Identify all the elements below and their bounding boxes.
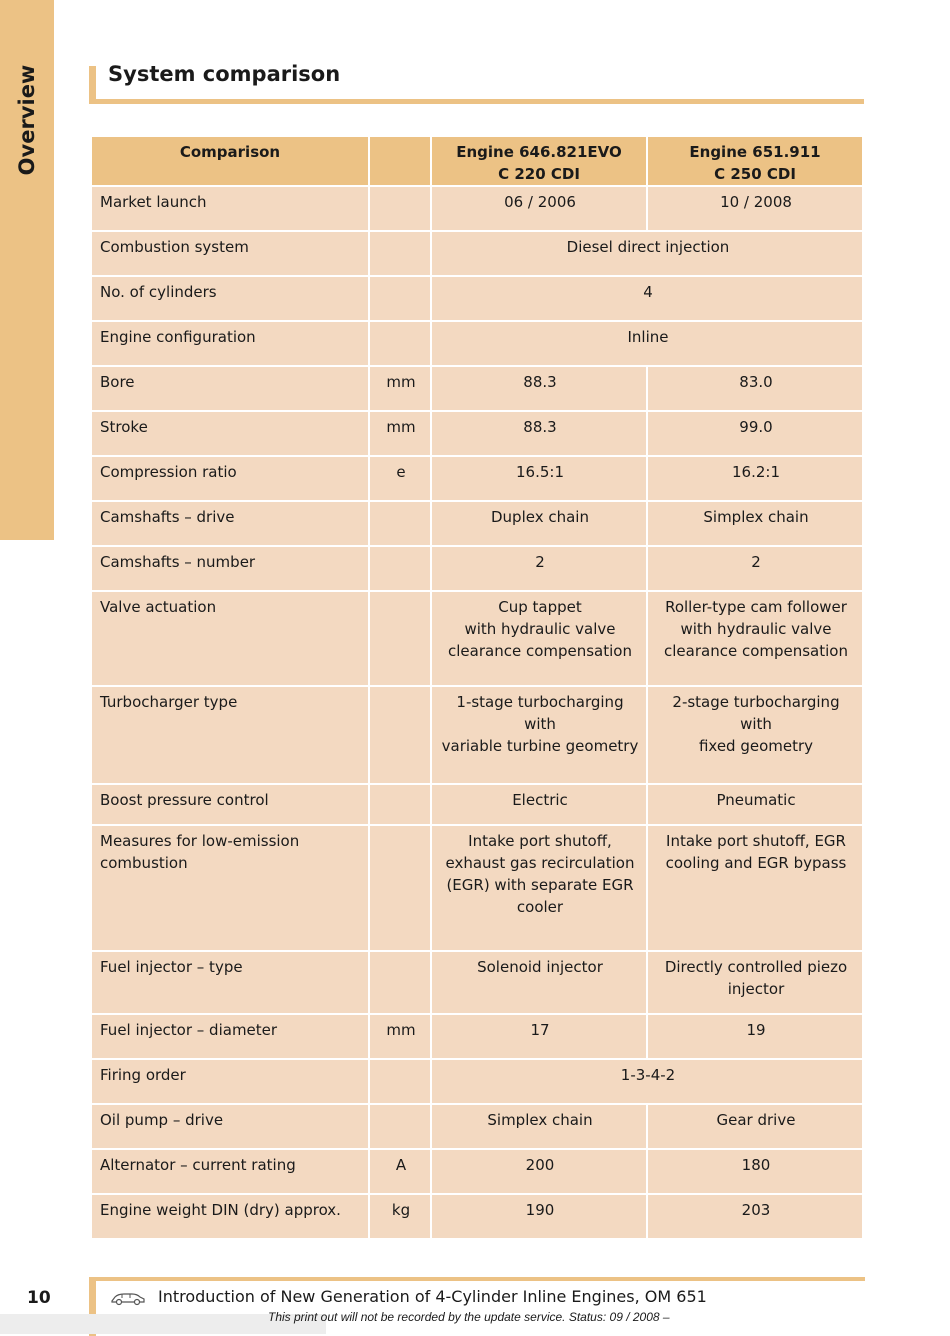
- row-value-line: 200: [525, 1156, 555, 1174]
- row-label: Compression ratio: [91, 456, 369, 501]
- row-value-engine1: [431, 411, 647, 456]
- row-value-engine2: [647, 1014, 863, 1059]
- row-value-engine1: [431, 1014, 647, 1059]
- row-value-shared: 4: [431, 276, 863, 321]
- row-value-line: 83.0: [739, 373, 773, 391]
- side-tab: [0, 0, 54, 540]
- row-value-engine1: [431, 951, 647, 1014]
- table-row: [91, 951, 863, 1014]
- row-value-line: 16.2:1: [732, 463, 780, 481]
- row-value-line: injector: [727, 980, 785, 998]
- row-unit: mm: [369, 411, 431, 456]
- row-label: Fuel injector – diameter: [91, 1014, 369, 1059]
- row-unit: [369, 231, 431, 276]
- table-row: [91, 1149, 863, 1194]
- row-label: No. of cylinders: [91, 276, 369, 321]
- table-row: [91, 1059, 863, 1104]
- row-value-engine1: [431, 825, 647, 951]
- row-unit: A: [369, 1149, 431, 1194]
- row-value-line: 99.0: [739, 418, 773, 436]
- row-value-line: exhaust gas recirculation: [445, 854, 635, 872]
- row-value-engine1: [431, 366, 647, 411]
- row-label: Combustion system: [91, 231, 369, 276]
- row-label: Market launch: [91, 186, 369, 231]
- row-value-engine2: [647, 411, 863, 456]
- row-label-line: Measures for low-emission: [100, 832, 300, 850]
- row-value-line: 2-stage turbocharging with: [672, 693, 840, 733]
- row-value-line: Pneumatic: [716, 791, 796, 809]
- row-label: Engine weight DIN (dry) approx.: [91, 1194, 369, 1239]
- row-value-line: 190: [525, 1201, 555, 1219]
- row-value-engine1: [431, 1104, 647, 1149]
- side-tab-label: Overview: [15, 64, 39, 176]
- row-value-engine2: [647, 591, 863, 686]
- header-engine1-line: Engine 646.821EVO: [456, 143, 622, 161]
- row-value-line: Simplex chain: [703, 508, 809, 526]
- row-label: [91, 825, 369, 951]
- row-unit: [369, 501, 431, 546]
- row-value-line: Gear drive: [716, 1111, 796, 1129]
- header-comparison: Comparison: [91, 136, 369, 186]
- row-value-line: 16.5:1: [516, 463, 564, 481]
- row-value-line: with hydraulic valve: [464, 620, 616, 638]
- table-header-row: [91, 136, 863, 186]
- row-value-shared: Diesel direct injection: [431, 231, 863, 276]
- row-value-engine1: [431, 186, 647, 231]
- row-value-shared: 1-3-4-2: [431, 1059, 863, 1104]
- row-unit: [369, 1059, 431, 1104]
- row-unit: [369, 321, 431, 366]
- row-value-shared: Inline: [431, 321, 863, 366]
- row-label: Valve actuation: [91, 591, 369, 686]
- row-value-line: 06 / 2006: [504, 193, 576, 211]
- row-value-line: 203: [741, 1201, 771, 1219]
- table-row: [91, 546, 863, 591]
- row-value-line: 2: [535, 553, 545, 571]
- table-row: [91, 276, 863, 321]
- table-row: [91, 366, 863, 411]
- row-unit: kg: [369, 1194, 431, 1239]
- row-value-engine2: [647, 686, 863, 784]
- row-label: Fuel injector – type: [91, 951, 369, 1014]
- row-value-line: Roller-type cam follower: [665, 598, 847, 616]
- header-unit: [369, 136, 431, 186]
- table-row: [91, 825, 863, 951]
- row-value-line: with hydraulic valve: [680, 620, 832, 638]
- row-unit: mm: [369, 1014, 431, 1059]
- header-engine2-line: C 250 CDI: [714, 165, 796, 183]
- row-value-line: 2: [751, 553, 761, 571]
- row-value-engine2: [647, 501, 863, 546]
- row-value-line: Intake port shutoff, EGR: [666, 832, 846, 850]
- row-unit: [369, 276, 431, 321]
- row-label: Alternator – current rating: [91, 1149, 369, 1194]
- row-unit: [369, 186, 431, 231]
- row-unit: e: [369, 456, 431, 501]
- row-value-engine2: [647, 186, 863, 231]
- table-row: [91, 591, 863, 686]
- table-row: [91, 501, 863, 546]
- row-value-line: variable turbine geometry: [441, 737, 639, 755]
- header-engine2: [647, 136, 863, 186]
- row-value-engine2: [647, 825, 863, 951]
- table-row: [91, 1194, 863, 1239]
- row-unit: [369, 784, 431, 825]
- footer-note: This print out will not be recorded by the update service. Status: 09 / 2008 –: [268, 1310, 670, 1324]
- table-row: [91, 1014, 863, 1059]
- row-label: Camshafts – number: [91, 546, 369, 591]
- row-value-engine2: [647, 951, 863, 1014]
- table-row: [91, 686, 863, 784]
- row-value-line: clearance compensation: [448, 642, 632, 660]
- row-value-engine2: [647, 366, 863, 411]
- table-row: [91, 1104, 863, 1149]
- row-value-engine1: [431, 686, 647, 784]
- page-number: 10: [27, 1288, 51, 1308]
- row-value-line: Simplex chain: [487, 1111, 593, 1129]
- row-label: Turbocharger type: [91, 686, 369, 784]
- row-value-line: Electric: [512, 791, 568, 809]
- row-value-engine1: [431, 456, 647, 501]
- row-label: Bore: [91, 366, 369, 411]
- row-unit: [369, 825, 431, 951]
- row-value-engine2: [647, 546, 863, 591]
- row-value-line: 1-stage turbocharging with: [456, 693, 624, 733]
- row-value-engine1: [431, 546, 647, 591]
- row-unit: [369, 591, 431, 686]
- header-engine2-line: Engine 651.911: [689, 143, 821, 161]
- row-label: Firing order: [91, 1059, 369, 1104]
- row-label: Stroke: [91, 411, 369, 456]
- row-unit: [369, 546, 431, 591]
- header-engine1-line: C 220 CDI: [498, 165, 580, 183]
- row-label: Engine configuration: [91, 321, 369, 366]
- row-value-line: cooler: [516, 898, 564, 916]
- row-value-line: 180: [741, 1156, 771, 1174]
- table-row: [91, 411, 863, 456]
- table-row: [91, 321, 863, 366]
- row-value-engine1: [431, 784, 647, 825]
- page-title: System comparison: [108, 62, 341, 86]
- comparison-table: [90, 135, 864, 1240]
- row-unit: [369, 951, 431, 1014]
- table-row: [91, 186, 863, 231]
- row-value-line: 19: [746, 1021, 766, 1039]
- row-value-line: Intake port shutoff,: [468, 832, 612, 850]
- car-icon: [110, 1290, 146, 1306]
- row-value-engine1: [431, 1149, 647, 1194]
- row-label: Camshafts – drive: [91, 501, 369, 546]
- row-value-line: (EGR) with separate EGR: [446, 876, 634, 894]
- row-value-line: 17: [530, 1021, 550, 1039]
- row-unit: mm: [369, 366, 431, 411]
- row-value-line: Cup tappet: [498, 598, 582, 616]
- table-row: [91, 784, 863, 825]
- footer-title: Introduction of New Generation of 4-Cylinder Inline Engines, OM 651: [158, 1287, 707, 1306]
- row-value-engine1: [431, 591, 647, 686]
- table-row: [91, 456, 863, 501]
- row-value-engine2: [647, 1194, 863, 1239]
- row-value-engine2: [647, 784, 863, 825]
- row-label: Oil pump – drive: [91, 1104, 369, 1149]
- row-value-line: 88.3: [523, 373, 557, 391]
- row-unit: [369, 686, 431, 784]
- row-value-line: cooling and EGR bypass: [665, 854, 847, 872]
- row-value-engine2: [647, 456, 863, 501]
- row-value-engine1: [431, 501, 647, 546]
- row-value-line: Solenoid injector: [477, 958, 603, 976]
- row-value-line: 10 / 2008: [720, 193, 792, 211]
- row-unit: [369, 1104, 431, 1149]
- row-value-line: 88.3: [523, 418, 557, 436]
- row-value-engine2: [647, 1149, 863, 1194]
- row-label: Boost pressure control: [91, 784, 369, 825]
- table-row: [91, 231, 863, 276]
- row-value-line: Directly controlled piezo: [664, 958, 848, 976]
- row-value-line: clearance compensation: [664, 642, 848, 660]
- row-value-line: Duplex chain: [491, 508, 589, 526]
- row-value-line: fixed geometry: [698, 737, 814, 755]
- row-value-engine1: [431, 1194, 647, 1239]
- row-value-engine2: [647, 1104, 863, 1149]
- header-engine1: [431, 136, 647, 186]
- row-label-line: combustion: [100, 854, 188, 872]
